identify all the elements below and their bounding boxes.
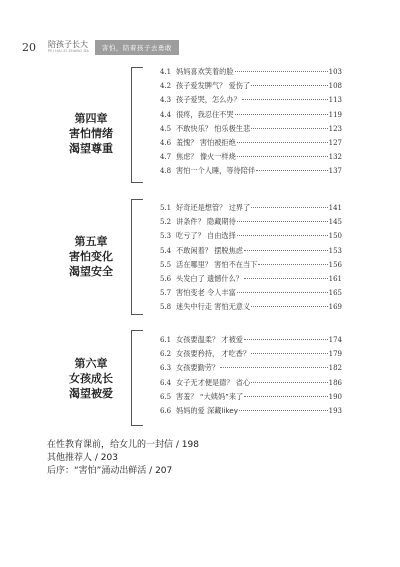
toc-entry[interactable] bbox=[160, 231, 342, 245]
entry-page: 119 bbox=[328, 110, 342, 119]
series-logo bbox=[48, 41, 89, 54]
entry-number: 6.5 bbox=[160, 392, 172, 401]
toc-entry[interactable] bbox=[160, 274, 342, 288]
dot-leader bbox=[237, 235, 328, 236]
entry-page: 127 bbox=[328, 138, 342, 147]
chapter-label: 第五章 bbox=[74, 235, 108, 248]
chapter-heading bbox=[55, 356, 127, 401]
entry-page: 161 bbox=[328, 274, 342, 283]
toc-entries bbox=[160, 335, 342, 420]
entry-title: 害怕变老 令人丰富 bbox=[176, 288, 236, 298]
toc-entry[interactable] bbox=[160, 406, 342, 420]
chapter-title-line: 害怕变化 bbox=[69, 250, 113, 263]
entry-number: 4.4 bbox=[160, 110, 172, 119]
chapter-section-5 bbox=[0, 199, 400, 315]
entry-page: 103 bbox=[328, 68, 342, 76]
toc-entry[interactable] bbox=[160, 81, 342, 95]
appendix-item[interactable]: 其他推荐人 / 203 bbox=[47, 452, 118, 463]
entry-page: 153 bbox=[328, 246, 342, 255]
toc-entry[interactable] bbox=[160, 349, 342, 363]
entry-title: 孩子爱发脾气？ 爱伤了 bbox=[176, 81, 251, 91]
entry-title: 不敢闲着？ 摆脱焦虑 bbox=[176, 245, 243, 255]
appendix-item[interactable]: 后序：“害怕”涌动出鲜活 / 207 bbox=[47, 465, 173, 476]
dot-leader bbox=[258, 264, 327, 265]
entry-title: 孩子爱哭，怎么办？ bbox=[176, 95, 241, 105]
entry-number: 5.8 bbox=[160, 303, 172, 312]
entry-page: 182 bbox=[328, 364, 342, 373]
entry-number: 6.1 bbox=[160, 336, 172, 344]
chapter-section-6 bbox=[0, 330, 400, 426]
dot-leader bbox=[251, 382, 327, 383]
dot-leader bbox=[242, 99, 328, 100]
entry-number: 5.7 bbox=[160, 289, 172, 298]
section-bracket bbox=[131, 67, 143, 183]
entry-title: 不敢快乐？ 怕乐极生悲 bbox=[176, 123, 251, 133]
entry-page: 156 bbox=[328, 260, 342, 269]
dot-leader bbox=[251, 306, 327, 307]
dot-leader bbox=[235, 114, 328, 115]
entry-title: 很疼，我忍住不哭 bbox=[176, 109, 234, 119]
entry-page: 145 bbox=[328, 218, 342, 227]
page-number: 20 bbox=[22, 40, 36, 54]
dot-leader bbox=[220, 367, 327, 368]
dot-leader bbox=[251, 85, 327, 86]
entry-title: 妈妈的爱 深藏likey bbox=[176, 405, 238, 415]
entry-number: 5.3 bbox=[160, 232, 172, 241]
dot-leader bbox=[244, 339, 328, 340]
toc-entries bbox=[160, 203, 342, 317]
dot-leader bbox=[251, 353, 327, 354]
chapter-title-line: 渴望尊重 bbox=[69, 142, 113, 155]
entry-page: 141 bbox=[328, 204, 342, 212]
toc-entry[interactable] bbox=[160, 95, 342, 109]
chapter-title-line: 渴望被爱 bbox=[69, 387, 113, 400]
entry-number: 5.6 bbox=[160, 274, 172, 283]
entry-page: 193 bbox=[328, 406, 342, 415]
entry-page: 123 bbox=[328, 124, 342, 133]
dot-leader bbox=[235, 71, 328, 72]
toc-entry[interactable] bbox=[160, 138, 342, 152]
chapter-heading bbox=[55, 111, 127, 156]
dot-leader bbox=[244, 250, 328, 251]
entry-title: 迷失中行走 害怕无意义 bbox=[176, 302, 251, 312]
entry-number: 4.1 bbox=[160, 68, 172, 76]
entry-page: 186 bbox=[328, 378, 342, 387]
entry-number: 6.3 bbox=[160, 364, 172, 373]
entry-number: 4.5 bbox=[160, 124, 172, 133]
toc-entry[interactable] bbox=[160, 67, 342, 81]
toc-entry[interactable] bbox=[160, 110, 342, 124]
dot-leader bbox=[237, 142, 328, 143]
entry-title: 羞愧？ 害怕被拒绝 bbox=[176, 137, 236, 147]
dot-leader bbox=[237, 156, 328, 157]
dot-leader bbox=[244, 278, 328, 279]
dot-leader bbox=[237, 221, 328, 222]
entry-number: 4.2 bbox=[160, 82, 172, 91]
entry-number: 6.2 bbox=[160, 350, 172, 359]
entry-title: 活在哪里？ 害怕不在当下 bbox=[176, 259, 258, 269]
toc-entry[interactable] bbox=[160, 302, 342, 316]
dot-leader bbox=[251, 128, 327, 129]
toc-entry[interactable] bbox=[160, 260, 342, 274]
dot-leader bbox=[256, 170, 328, 171]
toc-entry[interactable] bbox=[160, 392, 342, 406]
page-header bbox=[22, 39, 179, 55]
entry-page: 165 bbox=[328, 289, 342, 298]
appendix-item[interactable]: 在性教育课前，给女儿的一封信 / 198 bbox=[47, 440, 199, 450]
entry-page: 150 bbox=[328, 232, 342, 241]
toc-entry[interactable] bbox=[160, 152, 342, 166]
chapter-heading bbox=[55, 234, 127, 279]
entry-number: 6.4 bbox=[160, 378, 172, 387]
chapter-label: 第四章 bbox=[74, 112, 108, 125]
entry-title: 头发白了 遗憾什么？ bbox=[176, 273, 243, 283]
entry-title: 女孩要矜持， 才吃香？ bbox=[176, 349, 251, 359]
entry-title: 女孩要勤劳？ bbox=[176, 363, 220, 373]
entry-page: 137 bbox=[328, 167, 342, 176]
entry-title: 害羞？ “大姨妈”来了 bbox=[176, 391, 244, 401]
chapter-title-line: 害怕情绪 bbox=[69, 127, 113, 140]
dot-leader bbox=[237, 292, 328, 293]
toc-entry[interactable] bbox=[160, 217, 342, 231]
entry-title: 吃亏了？ 自由选择 bbox=[176, 231, 236, 241]
series-title: 陪孩子长大 bbox=[48, 39, 88, 49]
entry-page: 108 bbox=[328, 82, 342, 91]
entry-number: 4.3 bbox=[160, 96, 172, 105]
chapter-label: 第六章 bbox=[74, 357, 108, 370]
entry-page: 132 bbox=[328, 153, 342, 162]
toc-entry[interactable] bbox=[160, 288, 342, 302]
toc-entry[interactable] bbox=[160, 246, 342, 260]
entry-page: 179 bbox=[328, 350, 342, 359]
entry-page: 174 bbox=[328, 336, 342, 344]
entry-title: 女子无才便是德？ 省心 bbox=[176, 377, 251, 387]
entry-title: 女孩要温柔？ 才被爱 bbox=[176, 335, 243, 344]
book-title-tag: 害怕，陪着孩子去勇敢 bbox=[95, 40, 179, 55]
chapter-section-4 bbox=[0, 67, 400, 183]
entry-page: 190 bbox=[328, 392, 342, 401]
dot-leader bbox=[239, 410, 328, 411]
toc-entry[interactable] bbox=[160, 335, 342, 349]
section-bracket bbox=[131, 330, 143, 426]
entry-number: 6.6 bbox=[160, 406, 172, 415]
toc-entries bbox=[160, 67, 342, 181]
entry-number: 5.1 bbox=[160, 204, 172, 212]
entry-page: 113 bbox=[328, 96, 342, 105]
entry-number: 5.4 bbox=[160, 246, 172, 255]
toc-entry[interactable] bbox=[160, 378, 342, 392]
entry-number: 5.2 bbox=[160, 218, 172, 227]
toc-entry[interactable] bbox=[160, 363, 342, 377]
chapter-title-line: 女孩成长 bbox=[69, 372, 113, 385]
entry-title: 讲条件？ 隐藏期待 bbox=[176, 217, 236, 227]
section-bracket bbox=[131, 199, 143, 315]
toc-entry[interactable] bbox=[160, 166, 342, 180]
entry-number: 4.7 bbox=[160, 153, 172, 162]
toc-entry[interactable] bbox=[160, 203, 342, 217]
dot-leader bbox=[244, 396, 327, 397]
entry-number: 4.6 bbox=[160, 138, 172, 147]
entry-title: 好奇还是想管？ 过界了 bbox=[176, 203, 251, 212]
chapter-title-line: 渴望安全 bbox=[69, 265, 113, 278]
entry-number: 5.5 bbox=[160, 260, 172, 269]
entry-title: 妈妈喜欢笑着的脸 bbox=[176, 67, 234, 76]
entry-title: 焦虑？ 像火一样烧 bbox=[176, 152, 236, 162]
entry-number: 4.8 bbox=[160, 167, 172, 176]
toc-entry[interactable] bbox=[160, 124, 342, 138]
entry-title: 害怕一个人睡，等待陪伴 bbox=[176, 166, 256, 176]
entry-page: 169 bbox=[328, 303, 342, 312]
dot-leader bbox=[251, 207, 327, 208]
series-subtitle: PEI HAI ZI ZHANG DA bbox=[48, 48, 89, 53]
appendix-list bbox=[47, 439, 199, 477]
